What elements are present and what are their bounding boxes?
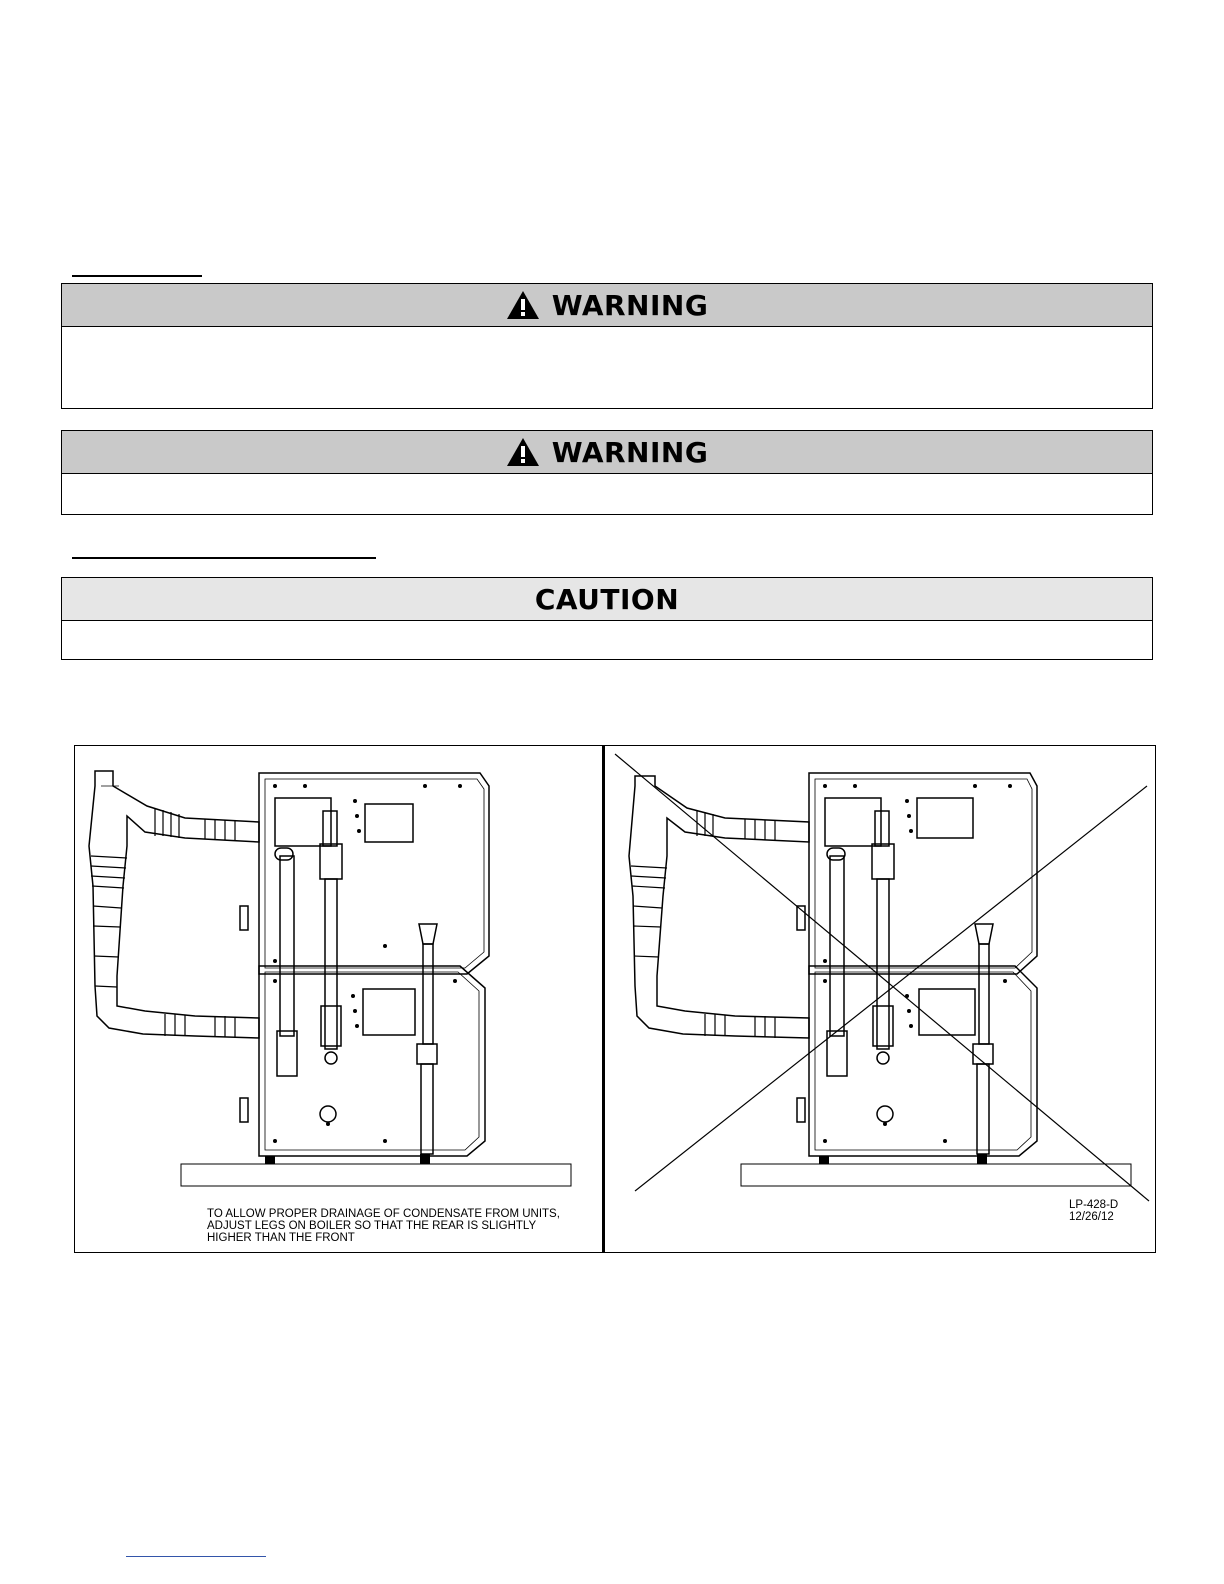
- cross-out-line: [615, 754, 1149, 1201]
- cross-out-line: [635, 786, 1147, 1191]
- warning-box-1: [61, 283, 1153, 409]
- warning-box-2: [61, 430, 1153, 515]
- warning-header: [62, 431, 1152, 474]
- incorrect-installation-drawing: [605, 746, 1155, 1252]
- boiler-installation-figure: [74, 745, 1156, 1253]
- warning-triangle-icon: [506, 437, 540, 467]
- section-heading-underline-2: [72, 557, 376, 559]
- warning-label: WARNING: [551, 435, 709, 469]
- caution-header: [62, 578, 1152, 621]
- drawing-code: LP-428-D 12/26/12: [1069, 1199, 1119, 1223]
- caution-label: CAUTION: [534, 582, 680, 616]
- warning-header: [62, 284, 1152, 327]
- correct-installation-drawing: [75, 746, 602, 1252]
- warning-label: WARNING: [551, 288, 709, 322]
- caution-box: [61, 577, 1153, 660]
- footer-link-underline: [126, 1556, 266, 1557]
- section-heading-underline-1: [72, 275, 202, 277]
- drainage-note: TO ALLOW PROPER DRAINAGE OF CONDENSATE FROM UNITS, ADJUST LEGS ON BOILER SO THAT THE REAR IS SLIGHTLY HIGHER THAN THE FRONT: [207, 1208, 560, 1244]
- warning-triangle-icon: [506, 290, 540, 320]
